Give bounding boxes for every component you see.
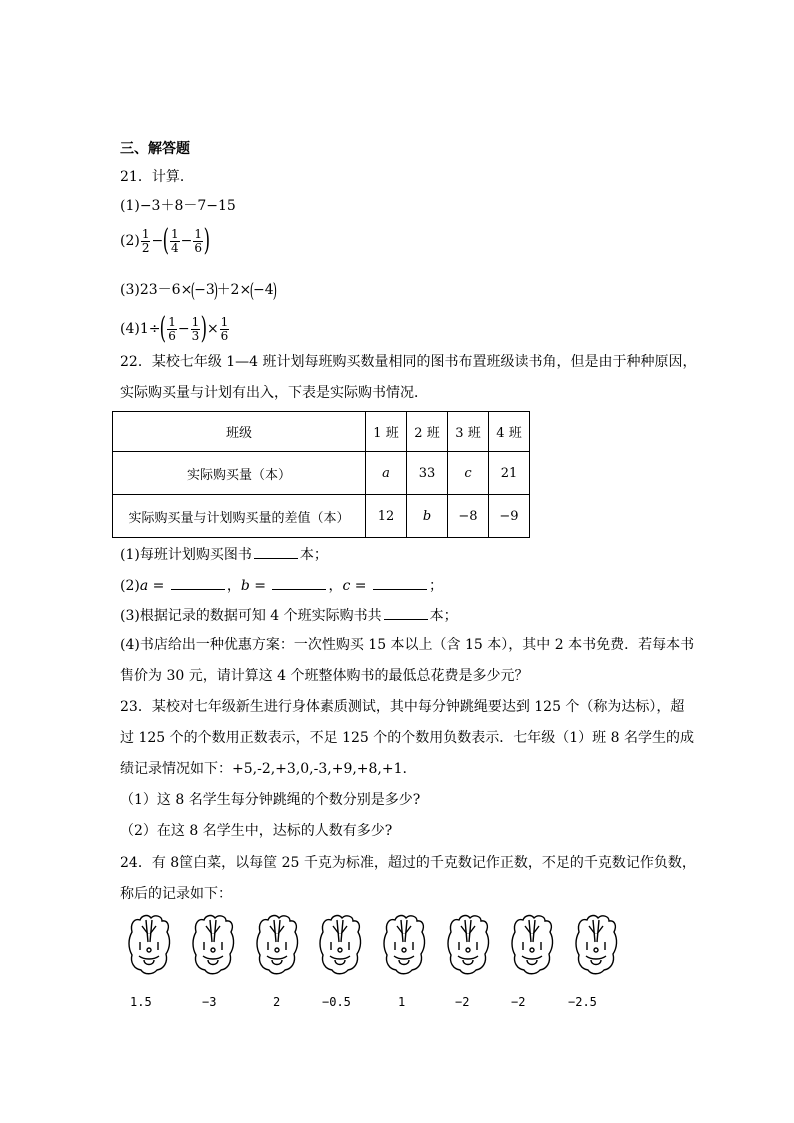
table-header-cell: 班级 <box>113 412 366 452</box>
table-row <box>113 495 530 538</box>
q22-part-1: (1)每班计划购买图书 本； <box>120 544 328 564</box>
table-header-row <box>113 412 530 452</box>
table-header-cell: 4 班 <box>489 412 530 452</box>
table-cell: −8 <box>448 495 489 538</box>
answer-blank[interactable] <box>254 544 298 559</box>
table-cell: −9 <box>489 495 530 538</box>
q23-sub-2: （2）在这 8 名学生中，达标的人数有多少? <box>120 823 393 839</box>
table-cell: 实际购买量（本） <box>113 452 366 495</box>
q21-title: 21．计算． <box>120 169 194 185</box>
answer-blank-a[interactable] <box>171 575 225 590</box>
q24-line-1: 24．有 8筐白菜，以每筐 25 千克为标准，超过的千克数记作正数，不足的千克数记作负数， <box>120 855 696 871</box>
cabbage-value: −2.5 <box>568 995 597 1009</box>
q24-line-2: 称后的记录如下： <box>120 886 232 902</box>
cabbage-icon <box>507 912 557 978</box>
cabbage-icon <box>252 912 302 978</box>
table-cell: 21 <box>489 452 530 495</box>
q22-part-3: (3)根据记录的数据可知 4 个班实际购书共 本； <box>120 605 458 625</box>
q23-line-2: 过 125 个的个数用正数表示，不足 125 个的个数用负数表示．七年级（1）班 8 名学生的成 <box>120 730 694 746</box>
section-title: 三、解答题 <box>120 141 190 157</box>
cabbage-value: −3 <box>202 995 217 1009</box>
q21-item-2: (2) $\frac{1}{2}$ −( $\frac{1}{4}$ − $\frac{1}{6}$ ) <box>120 223 211 258</box>
table-header-cell: 3 班 <box>448 412 489 452</box>
q21-item-3: (3)23－6×(−3)＋2×(−4) <box>120 278 277 302</box>
answer-blank[interactable] <box>384 605 428 620</box>
q21-item-4: (4)1÷( $\frac{1}{6}$ − $\frac{1}{3}$ )× $\frac{1}{6}$ <box>120 311 229 346</box>
table-cell: b <box>407 495 448 538</box>
q23-line-3: 绩记录情况如下：+5,-2,+3,0,-3,+9,+8,+1. <box>120 761 407 777</box>
cabbage-icon <box>124 912 174 978</box>
table-header-cell: 2 班 <box>407 412 448 452</box>
q21-item-1: (1)−3＋8－7−15 <box>120 198 236 214</box>
answer-blank-c[interactable] <box>373 575 427 590</box>
cabbage-value: 1 <box>398 995 406 1009</box>
q22-part-4-line-1: (4)书店给出一种优惠方案：一次性购买 15 本以上（含 15 本），其中 2 本书免费．若每本书 <box>120 637 695 653</box>
table-cell: 12 <box>366 495 407 538</box>
q22-line-1: 22．某校七年级 1—4 班计划每班购买数量相同的图书布置班级读书角，但是由于种种原因， <box>120 354 697 370</box>
cabbage-value: 2 <box>273 995 281 1009</box>
fraction: $\frac{1}{2}$ <box>141 226 150 255</box>
q23-sub-1: （1）这 8 名学生每分钟跳绳的个数分别是多少? <box>120 792 421 808</box>
q22-line-2: 实际购买量与计划有出入，下表是实际购书情况． <box>120 385 428 401</box>
table-cell: 33 <box>407 452 448 495</box>
item-label: (2) <box>120 233 140 249</box>
q22-part-2: (2)a = ，b = ，c = ； <box>120 575 443 595</box>
cabbage-icon <box>188 912 238 978</box>
q23-line-1: 23．某校对七年级新生进行身体素质测试，其中每分钟跳绳要达到 125 个（称为达标），超 <box>120 699 685 715</box>
table-header-cell: 1 班 <box>366 412 407 452</box>
cabbage-icon <box>315 912 365 978</box>
q22-part-4-line-2: 售价为 30 元，请计算这 4 个班整体购书的最低总花费是多少元？ <box>120 668 529 684</box>
cabbage-value: −0.5 <box>322 995 351 1009</box>
cabbage-value: −2 <box>511 995 526 1009</box>
cabbage-icon <box>443 912 493 978</box>
cabbage-icon <box>571 912 621 978</box>
table-row <box>113 452 530 495</box>
table-cell: 实际购买量与计划购买量的差值（本） <box>113 495 366 538</box>
table-cell: a <box>366 452 407 495</box>
table-cell: c <box>448 452 489 495</box>
cabbage-icon <box>379 912 429 978</box>
answer-blank-b[interactable] <box>272 575 326 590</box>
purchase-table <box>112 411 530 538</box>
cabbage-value: −2 <box>455 995 470 1009</box>
cabbage-value: 1.5 <box>130 995 152 1009</box>
